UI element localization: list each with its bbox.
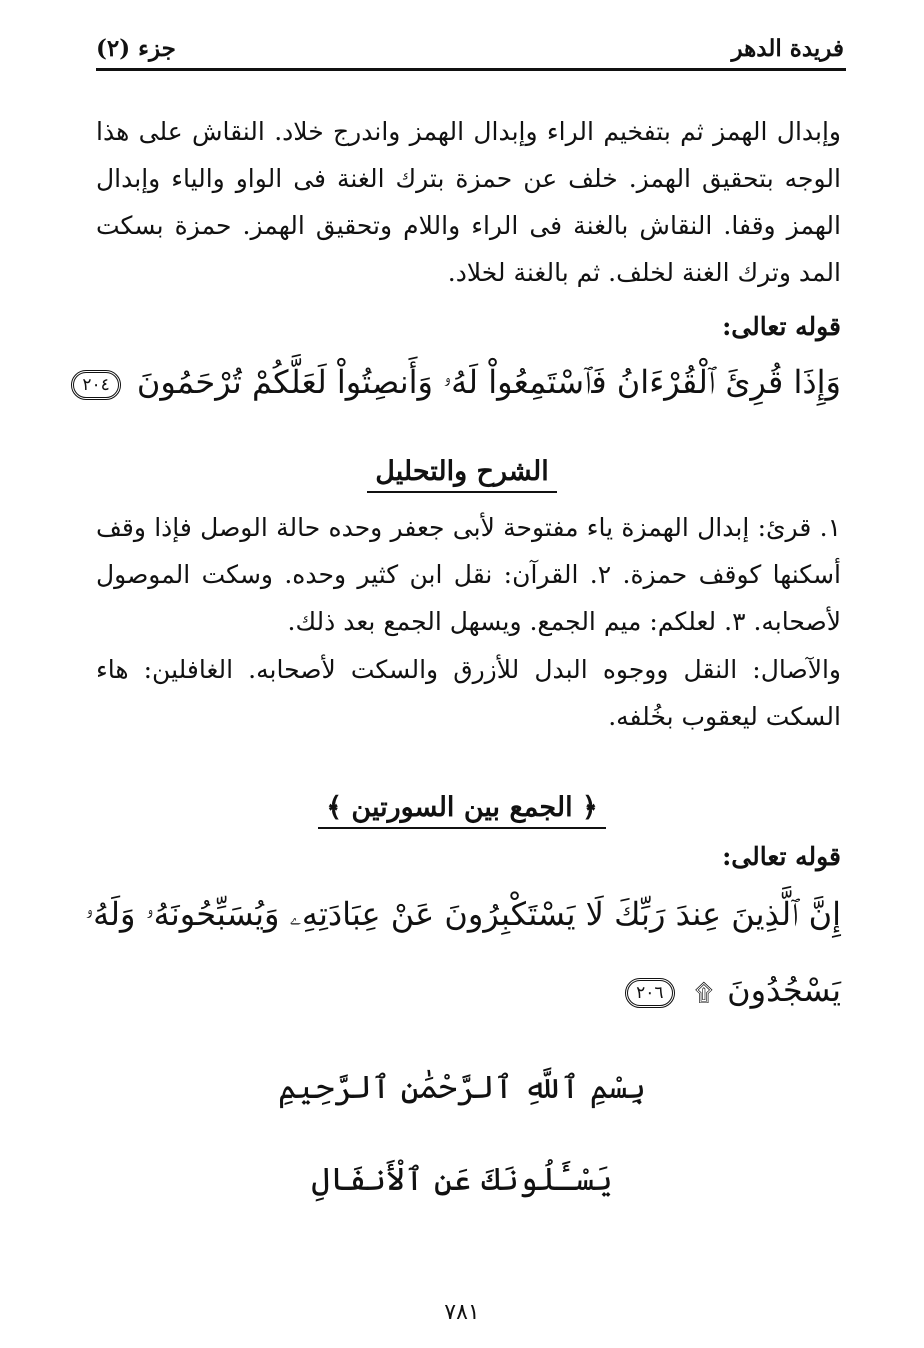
verse-intro-1: قوله تعالى: [722,312,841,341]
verse-2-line-2 [96,960,841,1023]
verse-intro-2: قوله تعالى: [722,842,841,871]
surah-opening: يَسْـَٔلُونَكَ عَنِ ٱلْأَنفَالِ [311,1160,613,1198]
paragraph-2: ١. قرئ: إبدال الهمزة ياء مفتوحة لأبى جعفر وحده حالة الوصل فإذا وقف أسكنها كوقف حمزة. ٢. القرآن: نقل ابن كثير وحده. وسكت الموصول لأصحابه. ٣. لعلكم: ميم الجمع. ويسهل الجمع بعد ذلك. [96,513,841,636]
verse-2-line-2-text: يَسْجُدُونَ [727,971,841,1009]
paragraph-1: وإبدال الهمز ثم بتفخيم الراء وإبدال الهمز واندرج خلاد. النقاش على هذا الوجه بتحقيق الهمز. خلف عن حمزة بترك الغنة فى الواو والياء وإبدال الهمز وقفا. النقاش بالغنة فى الراء واللام وتحقيق الهمز. حمزة بسكت المد وترك الغنة لخلف. ثم بالغنة لخلاد. [96,117,841,287]
section-heading-jam [0,792,924,823]
ayah-number-marker: ٢٠٦ [625,978,674,1008]
sajda-icon: ۩ [694,978,713,1007]
header-rule [96,68,846,71]
verse-1 [82,352,841,412]
page-number: ٧٨١ [444,1300,480,1325]
verse-1-text: وَإِذَا قُرِئَ ٱلْقُرْءَانُ فَٱسْتَمِعُواْ لَهُۥ وَأَنصِتُواْ لَعَلَّكُمْ تُرْحَمُونَ [136,363,841,401]
page-header [96,30,844,66]
basmala: بِسْمِ ٱللَّهِ ٱلرَّحْمَٰنِ ٱلرَّحِيمِ [277,1068,646,1106]
section-heading-sharh-text: الشرح والتحليل [367,456,556,493]
book-title: فريدة الدهر [731,34,844,62]
paragraph-3: والآصال: النقل ووجوه البدل للأزرق والسكت لأصحابه. الغافلين: هاء السكت ليعقوب بخُلفه. [96,655,841,731]
section-heading-jam-text: ﴿ الجمع بين السورتين ﴾ [318,792,606,829]
part-label: جزء (٢) [96,34,176,62]
verse-2-line-1: إِنَّ ٱلَّذِينَ عِندَ رَبِّكَ لَا يَسْتَكْبِرُونَ عَنْ عِبَادَتِهِۦ وَيُسَبِّحُونَهُۥ وَلَهُۥ [85,895,841,933]
section-heading-sharh [0,456,924,487]
ayah-number-marker: ٢٠٤ [71,370,120,400]
